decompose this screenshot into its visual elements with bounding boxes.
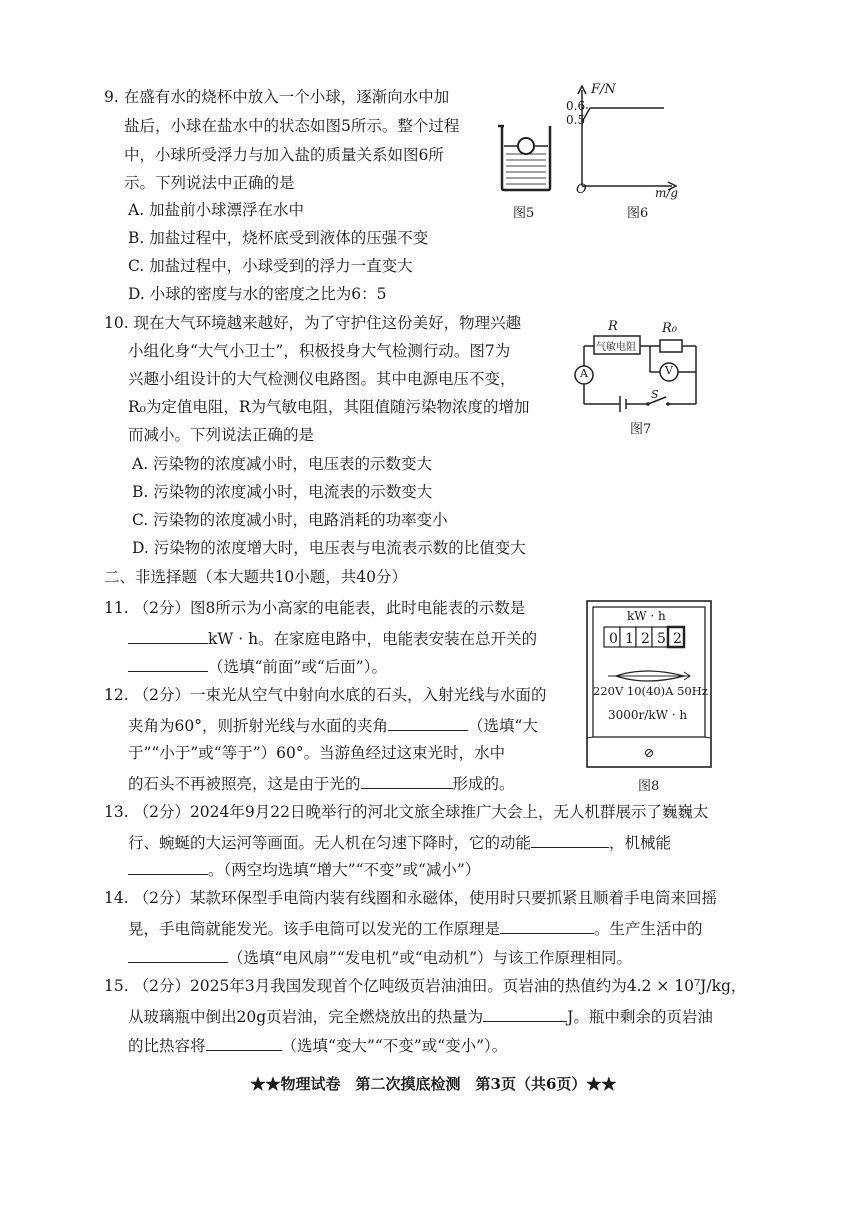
q15-line-2-text-a: 从玻璃瓶中倒出20g页岩油，完全燃烧放出的热量为 [128,1008,484,1026]
q13-blank-2[interactable] [128,858,208,875]
q14-blank-1[interactable] [500,917,594,934]
page-footer: ★★物理试卷 第二次摸底检测 第3页（共6页）★★ [250,1075,617,1093]
q14-line-2 [128,917,703,939]
fig6-origin-label: O [576,182,587,197]
q14-line-3 [128,946,632,968]
q9-stem-line-1: 9. 在盛有水的烧杯中放入一个小球，逐渐向水中加 [104,88,450,106]
voltmeter-icon: V [665,364,673,377]
meter-digit-5: 2 [673,631,682,647]
q9-option-c: C. 加盐过程中，小球受到的浮力一直变大 [128,257,413,275]
q13-line-3 [128,858,480,880]
q13-line-2-text-b: ，机械能 [609,834,672,852]
gas-sensor-label: 气敏电阻 [596,342,636,353]
q12-line-3: 于”“小于”或“等于”）60°。当游鱼经过这束光时，水中 [128,744,506,762]
q10-stem-line-1: 10. 现在大气环境越来越好，为了守护住这份美好，物理兴趣 [104,314,522,332]
q12-line-4-text-a: 的石头不再被照亮，这是由于光的 [128,775,361,793]
q11-blank-2[interactable] [128,655,208,672]
q11-line-1: 11. （2分）图8所示为小高家的电能表，此时电能表的示数是 [104,599,526,617]
q14-line-2-text-a: 晃，手电筒就能发光。该手电筒可以发光的工作原理是 [128,920,501,938]
q14-line-1: 14. （2分）某款环保型手电筒内装有线圈和永磁体，使用时只要抓紧且顺着手电筒来回摇 [104,889,717,907]
q15-line-3-text-a: 的比热容将 [128,1037,206,1055]
meter-digit-4: 5 [657,631,666,647]
q10-stem-line-5: 而减小。下列说法正确的是 [128,426,315,444]
q9-option-a: A. 加盐前小球漂浮在水中 [128,201,305,219]
q10-option-b: B. 污染物的浓度减小时，电流表的示数变大 [132,483,433,501]
q15-line-2-text-b: J。瓶中剩余的页岩油 [567,1008,713,1026]
q12-line-2 [128,714,538,736]
fig6-tick-0-6: 0.6 [566,99,586,113]
q13-line-2-text-a: 行、蜿蜒的大运河等画面。无人机在匀速下降时，它的动能 [128,834,532,852]
q9-option-b: B. 加盐过程中，烧杯底受到液体的压强不变 [128,229,429,247]
meter-digit-1: 0 [609,631,618,647]
q13-blank-1[interactable] [531,831,609,848]
q11-blank-1[interactable] [128,627,208,644]
q9-stem-line-4: 示。下列说法中正确的是 [124,174,295,192]
fig6-y-axis-label: F/N [591,82,616,97]
q10-option-a: A. 污染物的浓度减小时，电压表的示数变大 [132,455,433,473]
meter-digit-2: 1 [625,631,634,647]
q13-line-2 [128,831,671,853]
q12-line-2-text-b: （选填“大 [467,717,538,735]
ammeter-icon: A [580,367,588,380]
fig6-caption: 图6 [627,206,649,221]
section-heading: 二、非选择题（本大题共10小题，共40分） [104,568,407,586]
q11-line-2 [128,627,537,649]
q15-blank-1[interactable] [483,1005,567,1022]
q10-stem-line-3: 兴趣小组设计的大气检测仪电路图。其中电源电压不变， [128,370,516,388]
q9-option-d: D. 小球的密度与水的密度之比为6：5 [128,285,387,303]
q12-line-4 [128,772,515,794]
q9-stem-line-2: 盐后，小球在盐水中的状态如图5所示。整个过程 [124,117,460,135]
q12-line-4-text-b: 形成的。 [452,775,515,793]
fig6-x-axis-label: m/g [655,186,679,200]
fig8-caption: 图8 [638,779,660,794]
q15-line-3-text-b: （选填“变大”“不变”或“变小”）。 [281,1037,508,1055]
q15-line-3 [128,1034,507,1056]
q15-line-1: 15. （2分）2025年3月我国发现首个亿吨级页岩油油田。页岩油的热值约为4.2 × 10⁷J/kg， [104,977,747,995]
q10-option-c: C. 污染物的浓度减小时，电路消耗的功率变小 [132,511,448,529]
q11-line-3-text: （选填“前面”或“后面”）。 [208,658,387,676]
meter-unit-label: kW · h [627,609,666,623]
q10-option-d: D. 污染物的浓度增大时，电压表与电流表示数的比值变大 [132,539,526,557]
q11-line-3 [128,655,387,677]
q10-stem-line-2: 小组化身“大气小卫士”，积极投身大气检测行动。图7为 [128,342,511,360]
fig7-caption: 图7 [630,422,652,437]
circuit-diagram [572,318,712,418]
q14-line-2-text-b: 。生产生活中的 [594,920,703,938]
switch-label: S [651,388,659,401]
q12-line-1: 12. （2分）一束光从空气中射向水底的石头，入射光线与水面的 [104,686,547,704]
q11-line-2-text: kW · h。在家庭电路中，电能表安装在总开关的 [208,630,538,648]
q12-blank-1[interactable] [388,714,468,731]
q15-line-2 [128,1005,713,1027]
beaker-figure [496,118,558,194]
fig5-caption: 图5 [513,206,535,221]
meter-spec-voltage: 220V 10(40)A 50Hz [593,684,708,698]
q12-blank-2[interactable] [361,772,453,789]
fig6-tick-0-5: 0.5 [566,113,586,127]
resistor-r-label: R [608,319,618,334]
q10-stem-line-4: R₀为定值电阻，R为气敏电阻，其阻值随污染物浓度的增加 [128,398,530,416]
q13-line-1: 13. （2分）2024年9月22日晚举行的河北文旅全球推广大会上，无人机群展示了巍巍太 [104,803,709,821]
q14-line-3-text: （选填“电风扇”“发电机”或“电动机”）与该工作原理相同。 [228,949,633,967]
q13-line-3-text: 。（两空均选填“增大”“不变”或“减小”） [208,861,481,879]
q15-blank-2[interactable] [206,1034,282,1051]
meter-digit-3: 2 [641,631,650,647]
q9-stem-line-3: 中，小球所受浮力与加入盐的质量关系如图6所 [124,146,444,164]
meter-spec-revolutions: 3000r/kW · h [608,708,688,722]
q12-line-2-text-a: 夹角为60°，则折射光线与水面的夹角 [128,717,388,735]
resistor-r0-label: R₀ [662,321,677,336]
q14-blank-2[interactable] [128,946,228,963]
